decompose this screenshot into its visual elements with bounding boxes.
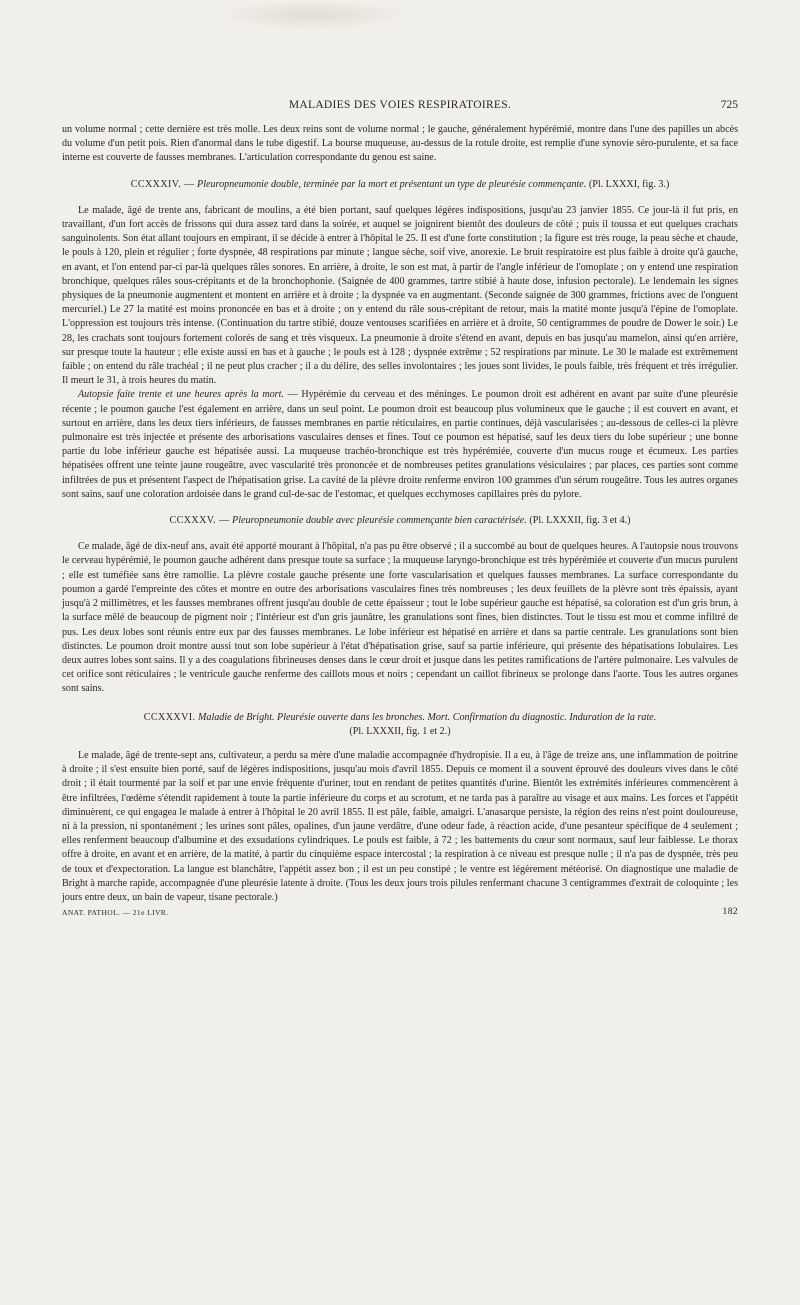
- case-heading-ccxxxiv: [62, 178, 738, 192]
- intro-paragraph: un volume normal ; cette dernière est très molle. Les deux reins sont de volume normal ; le gauche, généralement hypérémié, montre dans l'une des papilles un abcès du volume d'un petit pois. Rien d'anormal dans le tube digestif. La bourse muqueuse, au-dessus de la rotule droite, est remplie d'une synovie séro-purulente, et sa face interne est couverte de fausses membranes. L'articulation correspondante du genou est saine.: [62, 124, 738, 164]
- autopsy-paragraph: [62, 388, 738, 502]
- case-number: CCXXXVI.: [143, 711, 196, 723]
- autopsy-text: — Hypérémie du cerveau et des méninges. Le poumon droit est adhérent en avant par suite d'une pleurésie récente ; le poumon gauche l'est également en arrière, dans un seul point. Le poumon droit est beaucoup plus volumineux que le gauche ; il est couvert en avant, et surtout en arrière, dans les deux tiers inférieurs, de fausses membranes en partie réticulaires, en partie continues, déjà vascularisées ; au-dessous de celles-ci la plèvre pulmonaire est très injectée et présente des arborisations vasculaires denses et fines. Tout ce poumon est hépatisé, sauf les deux tiers du lobe supérieur ; une bonne partie du lobe inférieur gauche est hépatisée aussi. La muqueuse trachéo-bronchique est très hypérémiée, couverte d'un mucus rouge et écumeux. Les parties hépatisées offrent une teinte jaune rougeâtre, avec vascularité très prononcée et de nombreuses petites granulations vésiculaires ; par places, ces parties sont comme infiltrées de pus et présentent l'aspect de l'hépatisation grise. La cavité de la plèvre droite renferme environ 100 grammes d'un sérum rougeâtre. Tous les autres organes sont sains, sauf une coloration ardoisée dans le grand cul-de-sac de l'estomac, et quelques ecchymoses capillaires près du pylore.: [62, 389, 738, 500]
- plate-reference: (Pl. LXXXI, fig. 3.): [588, 178, 670, 190]
- case-title: Pleuropneumonie double avec pleurésie commençante bien caractérisée.: [232, 515, 527, 527]
- autopsy-lead: Autopsie faite trente et une heures après la mort.: [78, 389, 284, 401]
- page-number: 725: [720, 99, 738, 111]
- case-heading-ccxxxvi: [62, 711, 738, 739]
- running-title: MALADIES DES VOIES RESPIRATOIRES.: [288, 99, 512, 111]
- case-number: CCXXXIV. —: [130, 178, 195, 190]
- footer-signature-line: ANAT. PATHOL. — 21e LIVR.: [62, 908, 169, 918]
- page: [62, 99, 738, 921]
- running-head: [62, 99, 738, 115]
- plate-reference: (Pl. LXXXII, fig. 3 et 4.): [529, 515, 631, 527]
- case-title: Pleuropneumonie double, terminée par la mort et présentant un type de pleurésie commençante.: [197, 178, 587, 190]
- case-number: CCXXXV. —: [169, 515, 230, 527]
- case-paragraph: Ce malade, âgé de dix-neuf ans, avait été apporté mourant à l'hôpital, n'a pas pu être observé ; il a succombé au bout de quelques heures. A l'autopsie nous trouvons le cerveau hypérémié, le poumon gauche adhérent dans presque toute sa surface ; la muqueuse laryngo-bronchique est très hypérémiée et couverte d'un mucus purulent ; elle est tuméfiée sans être ramollie. La plèvre costale gauche présente une forte vascularisation et quelques fausses membranes. La surface correspondante du poumon a gardé l'empreinte des côtes et montre en outre des arborisations vasculaires fines très nombreuses ; les deux feuillets de la plèvre sont très épaissis, ayant jusqu'à 2 millimètres, et les fausses membranes offrent jusqu'au double de cette épaisseur ; tout le lobe supérieur gauche est hépatisé, sa coloration est d'un gris brun, à la surface mêlé de beaucoup de pigment noir ; l'intérieur est d'un gris jaunâtre, les granulations sont fines, bien distinctes. Tout le tissu est mou et comme infiltré de pus. Les deux lobes sont réunis entre eux par des fausses membranes. Le lobe inférieur est hépatisé en arrière et dans sa partie centrale. Les granulations sont bien distinctes. Le poumon droit montre aussi tout son lobe supérieur à l'état d'hépatisation grise, sauf sa partie inférieure, qui présente des hépatisations lobulaires. Les deux autres lobes sont sains. Il y a des coagulations fibrineuses denses dans le cœur droit et jusque dans les petites ramifications de l'artère pulmonaire. Les valvules de cet orifice sont réticulaires ; le ventricule gauche renferme des caillots mous et noirs ; cependant un caillot fibrineux se prolonge dans l'aorte. Tous les autres organes sont sains.: [62, 541, 738, 695]
- paper-stain: [218, 0, 408, 30]
- plate-reference: (Pl. LXXXII, fig. 1 et 2.): [349, 725, 451, 737]
- case-title: Maladie de Bright. Pleurésie ouverte dans les bronches. Mort. Confirmation du diagnostic. Induration de la rate.: [197, 711, 657, 723]
- case-paragraph: Le malade, âgé de trente ans, fabricant de moulins, a été bien portant, sauf quelques légères indispositions, jusqu'au 23 janvier 1855. Ce jour-là il fut pris, en travaillant, d'un fort accès de frissons qui dura assez tard dans la soirée, et auquel se joignirent bientôt des douleurs de côté ; puis il toussa et eut quelques crachats sanguinolents. Son état allant toujours en empirant, il se décide à entrer à l'hôpital le 25. Il est d'une forte constitution ; la figure est très rouge, la peau sèche et chaude, le pouls à 120, plein et régulier ; forte dyspnée, 48 respirations par minute ; langue sèche, soif vive, anorexie. Le bruit respiratoire est plus faible à droite qu'à gauche, en avant, et l'on entend par-ci par-là quelques râles sonores. En arrière, à droite, le son est mat, à partir de l'angle inférieur de l'omoplate ; on y entend une respiration bronchique, quelques râles sous-crépitants et de la bronchophonie. (Saignée de 400 grammes, tartre stibié à haute dose, infusion pectorale). Le lendemain les signes physiques de la pneumonie augmentent et montent en arrière et à droite ; la dyspnée va en augmentant. (Seconde saignée de 300 grammes, frictions avec de l'onguent mercuriel.) Le 27 la matité est moins prononcée en bas et à droite ; on y entend du râle sous-crépitant de retour, mais la matité monte jusqu'à l'épine de l'omoplate. L'oppression est toujours très intense. (Continuation du tartre stibié, douze ventouses scarifiées en arrière et à droite, 50 centigrammes de poudre de Dower le soir.) Le 28, les crachats sont toujours fortement colorés de sang et très visqueux. La pneumonie à droite s'étend en avant, depuis en bas jusqu'au mamelon, ainsi qu'en arrière, sur presque toute la hauteur ; elle existe aussi en bas et à gauche ; le pouls est à 128 ; dyspnée extrême ; 52 respirations par minute. Le 30 le malade est extrêmement faible ; on entend du râle trachéal ; il ne peut plus cracher ; il a du délire, des selles involontaires ; les joues sont livides, le pouls faible, très fréquent et très irrégulier. Il meurt le 31, à trois heures du matin.: [62, 204, 738, 387]
- case-paragraph: Le malade, âgé de trente-sept ans, cultivateur, a perdu sa mère d'une maladie accompagnée d'hydropisie. Il a eu, à l'âge de treize ans, une inflammation de poitrine à droite ; il s'est ensuite bien porté, sauf de légères indispositions, jusqu'au mois d'avril 1855. Depuis ce moment il a souvent éprouvé des douleurs vives dans le côté droit ; il était tourmenté par la soif et par une envie fréquente d'uriner, tout en rendant de petites quantités d'urine. Bientôt les extrémités inférieures commencèrent à être infiltrées, l'œdème s'étendit rapidement à toute la partie inférieure du corps et au scrotum, et ne tarda pas à paraître au visage et aux mains. Les forces et l'appétit diminuèrent, ce qui engagea le malade à entrer à l'hôpital le 20 avril 1855. Il est pâle, faible, amaigri. L'anasarque persiste, la région des reins n'est point douloureuse, ni à la pression, ni spontanément ; les urines sont pâles, opalines, d'un jaune verdâtre, d'une odeur fade, à réaction acide, d'une pesanteur spécifique de 4 seulement ; elles renferment beaucoup d'albumine et des exsudations cylindriques. Le pouls est faible, à 72 ; les battements du cœur sont normaux, sauf leur faiblesse. Le thorax offre à droite, en avant et en arrière, de la matité, à partir du cinquième espace intercostal ; la respiration à ce niveau est presque nulle ; il n'a pas de dyspnée, très peu de toux et d'expectoration. La langue est blanchâtre, l'appétit assez bon ; il est un peu constipé ; le ventre est légèrement météorisé. On diagnostique une maladie de Bright à marche rapide, accompagnée d'une pleurésie latente à droite. (Tous les deux jours trois pilules renfermant chacune 3 centigrammes d'extrait de coloquinte ; les jours entre deux, un bain de vapeur, tisane pectorale.): [62, 749, 738, 903]
- sheet-signature: 182: [722, 907, 738, 918]
- case-heading-ccxxxv: [62, 514, 738, 528]
- footer: [62, 907, 738, 921]
